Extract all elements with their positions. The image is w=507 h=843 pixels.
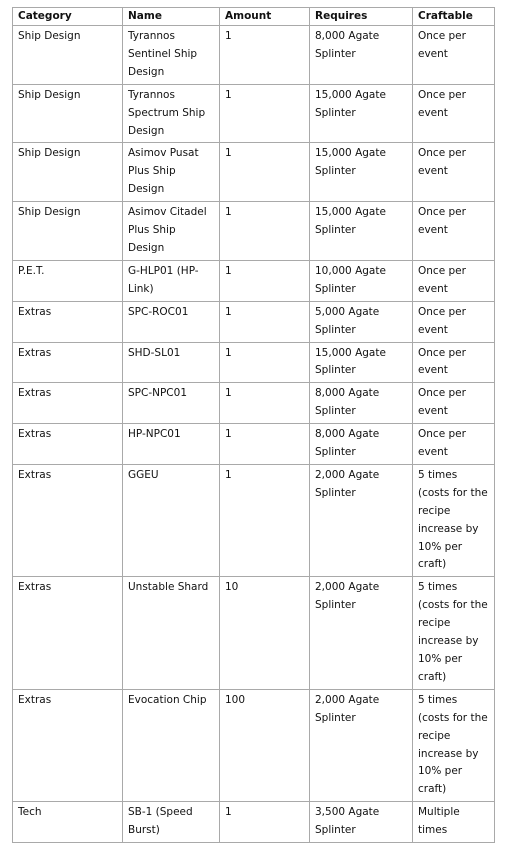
cell-craftable: 5 times (costs for the recipe increase by 10% per craft) <box>413 689 495 801</box>
cell-craftable: Once per event <box>413 260 495 301</box>
cell-category: Extras <box>13 301 123 342</box>
table-row <box>13 26 495 85</box>
cell-amount: 100 <box>220 689 310 801</box>
cell-craftable: Multiple times <box>413 802 495 843</box>
table-row <box>13 689 495 801</box>
cell-name: SB-1 (Speed Burst) <box>123 802 220 843</box>
header-craftable: Craftable <box>413 8 495 26</box>
cell-name: Tyrannos Sentinel Ship Design <box>123 26 220 85</box>
cell-category: Tech <box>13 802 123 843</box>
cell-category: Ship Design <box>13 84 123 143</box>
cell-craftable: 5 times (costs for the recipe increase by 10% per craft) <box>413 577 495 689</box>
cell-requires: 8,000 Agate Splinter <box>310 383 413 424</box>
table-row <box>13 424 495 465</box>
cell-category: Extras <box>13 577 123 689</box>
table-row <box>13 383 495 424</box>
cell-requires: 15,000 Agate Splinter <box>310 342 413 383</box>
cell-amount: 1 <box>220 84 310 143</box>
table-row <box>13 464 495 576</box>
cell-name: SPC-NPC01 <box>123 383 220 424</box>
cell-amount: 1 <box>220 202 310 261</box>
cell-name: HP-NPC01 <box>123 424 220 465</box>
cell-craftable: Once per event <box>413 143 495 202</box>
cell-amount: 10 <box>220 577 310 689</box>
cell-name: Tyrannos Spectrum Ship Design <box>123 84 220 143</box>
cell-craftable: Once per event <box>413 342 495 383</box>
table-row <box>13 577 495 689</box>
cell-requires: 2,000 Agate Splinter <box>310 464 413 576</box>
cell-amount: 1 <box>220 383 310 424</box>
cell-amount: 1 <box>220 424 310 465</box>
header-amount: Amount <box>220 8 310 26</box>
cell-name: Asimov Citadel Plus Ship Design <box>123 202 220 261</box>
cell-requires: 8,000 Agate Splinter <box>310 424 413 465</box>
table-row <box>13 202 495 261</box>
cell-category: Extras <box>13 689 123 801</box>
cell-category: Extras <box>13 424 123 465</box>
table-row <box>13 802 495 843</box>
cell-requires: 5,000 Agate Splinter <box>310 301 413 342</box>
cell-craftable: Once per event <box>413 26 495 85</box>
cell-requires: 2,000 Agate Splinter <box>310 577 413 689</box>
cell-craftable: Once per event <box>413 424 495 465</box>
cell-craftable: Once per event <box>413 84 495 143</box>
cell-amount: 1 <box>220 802 310 843</box>
table-row <box>13 260 495 301</box>
cell-amount: 1 <box>220 464 310 576</box>
header-name: Name <box>123 8 220 26</box>
table-row <box>13 301 495 342</box>
cell-requires: 15,000 Agate Splinter <box>310 84 413 143</box>
cell-requires: 3,500 Agate Splinter <box>310 802 413 843</box>
cell-requires: 15,000 Agate Splinter <box>310 143 413 202</box>
cell-requires: 8,000 Agate Splinter <box>310 26 413 85</box>
table-row <box>13 342 495 383</box>
crafting-recipes-table-wrapper <box>12 7 495 843</box>
cell-amount: 1 <box>220 143 310 202</box>
cell-name: SHD-SL01 <box>123 342 220 383</box>
cell-name: GGEU <box>123 464 220 576</box>
table-row <box>13 143 495 202</box>
cell-craftable: 5 times (costs for the recipe increase by 10% per craft) <box>413 464 495 576</box>
cell-amount: 1 <box>220 301 310 342</box>
cell-category: P.E.T. <box>13 260 123 301</box>
cell-category: Ship Design <box>13 202 123 261</box>
cell-craftable: Once per event <box>413 301 495 342</box>
cell-requires: 2,000 Agate Splinter <box>310 689 413 801</box>
cell-name: Unstable Shard <box>123 577 220 689</box>
header-category: Category <box>13 8 123 26</box>
cell-category: Extras <box>13 342 123 383</box>
cell-name: Evocation Chip <box>123 689 220 801</box>
cell-name: SPC-ROC01 <box>123 301 220 342</box>
cell-amount: 1 <box>220 260 310 301</box>
crafting-recipes-table <box>12 7 495 843</box>
cell-amount: 1 <box>220 342 310 383</box>
cell-name: G-HLP01 (HP-Link) <box>123 260 220 301</box>
cell-category: Extras <box>13 383 123 424</box>
cell-requires: 15,000 Agate Splinter <box>310 202 413 261</box>
table-header-row <box>13 8 495 26</box>
cell-requires: 10,000 Agate Splinter <box>310 260 413 301</box>
cell-craftable: Once per event <box>413 202 495 261</box>
cell-category: Extras <box>13 464 123 576</box>
cell-craftable: Once per event <box>413 383 495 424</box>
cell-category: Ship Design <box>13 26 123 85</box>
header-requires: Requires <box>310 8 413 26</box>
cell-category: Ship Design <box>13 143 123 202</box>
cell-name: Asimov Pusat Plus Ship Design <box>123 143 220 202</box>
table-row <box>13 84 495 143</box>
cell-amount: 1 <box>220 26 310 85</box>
